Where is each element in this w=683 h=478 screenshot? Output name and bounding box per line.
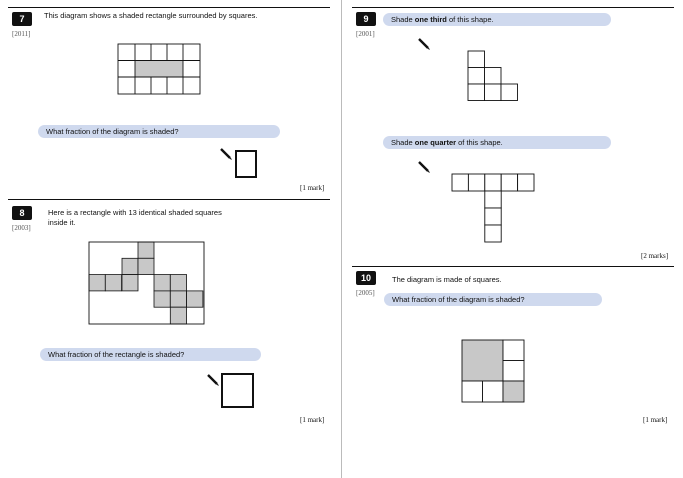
q9-part-b-bold: one quarter (414, 138, 457, 147)
q9-shape-b[interactable] (452, 174, 534, 242)
q10-small-shaded-square (503, 381, 524, 402)
q7-year: [2011] (12, 30, 31, 38)
q8-number-badge: 8 (12, 206, 32, 220)
q7-text: This diagram shows a shaded rectangle surrounded by squares. (44, 11, 258, 20)
q8-year: [2003] (12, 224, 31, 232)
q7-diagram (118, 44, 200, 94)
q9-top-rule (352, 7, 674, 8)
q9-part-b-pre: Shade (391, 138, 415, 147)
q8-shaded-squares (89, 242, 203, 324)
q10-large-shaded-square (462, 340, 503, 381)
q10-number-badge: 10 (356, 271, 376, 285)
q9-year: [2001] (356, 30, 375, 38)
q7-question-pill: What fraction of the diagram is shaded? (38, 125, 280, 138)
pencil-icon (418, 161, 430, 173)
q7-top-rule (8, 7, 330, 8)
q8-question-pill: What fraction of the rectangle is shaded? (40, 348, 261, 361)
q10-text: The diagram is made of squares. (392, 275, 502, 284)
pencil-icon (220, 148, 232, 160)
q8-diagram (89, 242, 204, 324)
q8-top-rule (8, 199, 330, 200)
q10-question-pill: What fraction of the diagram is shaded? (384, 293, 602, 306)
q8-answer-box[interactable] (221, 373, 254, 408)
q9-part-a-pre: Shade (391, 15, 415, 24)
page-divider (341, 0, 342, 478)
pencil-icon (207, 374, 219, 386)
q9-part-a-bold: one third (414, 15, 447, 24)
q7-marks: [1 mark] (300, 184, 325, 192)
q10-top-rule (352, 266, 674, 267)
q9-number-badge: 9 (356, 12, 376, 26)
q9-marks: [2 marks] (641, 252, 669, 260)
q9-part-b-pill (383, 136, 611, 149)
q7-shaded-rectangle (135, 61, 183, 78)
q9-part-a-pill (383, 13, 611, 26)
q9-part-a-post: of this shape. (446, 15, 494, 24)
q9-part-b-post: of this shape. (456, 138, 503, 147)
q8-text-line2: inside it. (48, 218, 76, 227)
q8-text-line1: Here is a rectangle with 13 identical shaded squares (48, 208, 222, 217)
q7-number-badge: 7 (12, 12, 32, 26)
q8-marks: [1 mark] (300, 416, 325, 424)
q10-marks: [1 mark] (643, 416, 668, 424)
q7-answer-box[interactable] (235, 150, 257, 178)
q10-year: [2005] (356, 289, 375, 297)
pencil-icon (418, 38, 430, 50)
q9-shape-a[interactable] (468, 51, 518, 101)
q10-diagram (462, 340, 524, 402)
